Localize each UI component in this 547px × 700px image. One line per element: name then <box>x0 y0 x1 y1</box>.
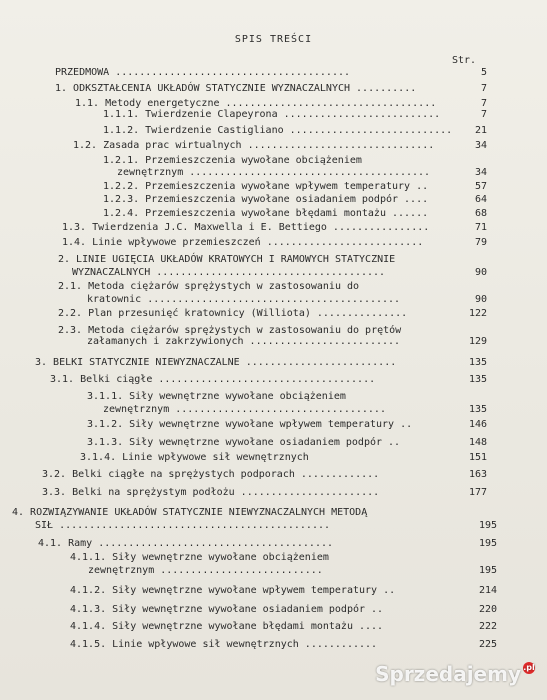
page-title: SPIS TREŚCI <box>234 34 313 45</box>
toc-page-number: 57 <box>474 181 487 192</box>
toc-entry: 1.1.1. Twierdzenie Clapeyrona .......................... <box>103 109 441 120</box>
toc-entry: 3.1.4. Linie wpływowe sił wewnętrznych <box>80 452 309 463</box>
toc-entry: 3.1. Belki ciągłe .................................... <box>50 374 376 385</box>
toc-entry: 1.3. Twierdzenia J.C. Maxwella i E. Bettiego ................ <box>62 222 430 233</box>
toc-page-number: 90 <box>474 294 487 305</box>
toc-entry: 1.1. Metody energetyczne ................................... <box>75 98 437 109</box>
toc-page-number: 7 <box>480 109 487 120</box>
toc-entry: 1.2.3. Przemieszczenia wywołane osiadaniem podpór .... <box>103 194 429 205</box>
toc-entry: 1.4. Linie wpływowe przemieszczeń .......................... <box>62 237 424 248</box>
toc-entry: zewnętrznym ................................... <box>103 404 386 415</box>
toc-entry: 2.2. Plan przesunięć kratownicy (Williota) ............... <box>58 308 408 319</box>
toc-page-number: 135 <box>468 374 487 385</box>
watermark-suffix: .pl <box>523 663 535 672</box>
toc-entry: 3.2. Belki ciągłe na sprężystych podporach ............. <box>42 469 380 480</box>
toc-entry: zewnętrznym ........................................ <box>117 167 431 178</box>
toc-page-number: 214 <box>478 585 497 596</box>
toc-page-number: 7 <box>480 83 487 94</box>
toc-entry: 3.3. Belki na sprężystym podłożu ....................... <box>42 487 380 498</box>
toc-entry: 4.1. Ramy ....................................... <box>38 538 334 549</box>
watermark-text: Sprzedajemy <box>375 662 521 686</box>
toc-entry: kratownic .......................................... <box>87 294 401 305</box>
toc-page-number: 129 <box>468 336 487 347</box>
toc-entry: 1.2.2. Przemieszczenia wywołane wpływem temperatury .. <box>103 181 429 192</box>
toc-entry: 3. BELKI STATYCZNIE NIEWYZNACZALNE ......................... <box>35 357 397 368</box>
toc-page-number: 151 <box>468 452 487 463</box>
toc-entry: załamanych i zakrzywionych ......................... <box>87 336 401 347</box>
toc-entry: 3.1.3. Siły wewnętrzne wywołane osiadaniem podpór .. <box>87 437 401 448</box>
toc-page-number: 5 <box>480 67 487 78</box>
toc-entry: WYZNACZALNYCH ...................................... <box>72 267 386 278</box>
toc-entry: 1. ODKSZTAŁCENIA UKŁADÓW STATYCZNIE WYZNACZALNYCH .......... <box>55 83 417 94</box>
watermark-logo <box>375 662 535 686</box>
toc-page-number: 148 <box>468 437 487 448</box>
toc-page-number: 34 <box>474 140 487 151</box>
toc-page-number: 64 <box>474 194 487 205</box>
toc-entry: 4.1.1. Siły wewnętrzne wywołane obciążeniem <box>70 552 329 563</box>
toc-page-number: 177 <box>468 487 487 498</box>
toc-entry: 4.1.4. Siły wewnętrzne wywołane błędami montażu .... <box>70 621 384 632</box>
toc-entry: 1.2.4. Przemieszczenia wywołane błędami montażu ...... <box>103 208 429 219</box>
toc-page-number: 71 <box>474 222 487 233</box>
toc-entry: 2. LINIE UGIĘCIA UKŁADÓW KRATOWYCH I RAMOWYCH STATYCZNIE <box>58 254 396 265</box>
toc-entry: 2.3. Metoda ciężarów sprężystych w zastosowaniu do prętów <box>58 325 402 336</box>
toc-entry: 1.2.1. Przemieszczenia wywołane obciążeniem <box>103 155 362 166</box>
toc-entry: 4.1.2. Siły wewnętrzne wywołane wpływem temperatury .. <box>70 585 396 596</box>
toc-page-number: 195 <box>478 520 497 531</box>
toc-entry: PRZEDMOWA ....................................... <box>55 67 351 78</box>
toc-page-number: 222 <box>478 621 497 632</box>
toc-entry: 4.1.5. Linie wpływowe sił wewnętrznych ............ <box>70 639 378 650</box>
toc-page-number: 21 <box>474 125 487 136</box>
toc-entry: 2.1. Metoda ciężarów sprężystych w zastosowaniu do <box>58 281 360 292</box>
toc-entry: zewnętrznym ........................... <box>88 565 323 576</box>
toc-page-number: 220 <box>478 604 497 615</box>
toc-page-number: 195 <box>478 538 497 549</box>
toc-page-number: 135 <box>468 357 487 368</box>
toc-page-number: 195 <box>478 565 497 576</box>
toc-page-number: 7 <box>480 98 487 109</box>
toc-entry: 3.1.1. Siły wewnętrzne wywołane obciążeniem <box>87 391 346 402</box>
toc-entry: SIŁ ............................................. <box>35 520 331 531</box>
toc-entry: 4. ROZWIĄZYWANIE UKŁADÓW STATYCZNIE NIEWYZNACZALNYCH METODĄ <box>12 507 368 518</box>
toc-page-number: 79 <box>474 237 487 248</box>
toc-page-number: 68 <box>474 208 487 219</box>
toc-page-number: 163 <box>468 469 487 480</box>
toc-page-number: 146 <box>468 419 487 430</box>
toc-entry: 4.1.3. Siły wewnętrzne wywołane osiadaniem podpór .. <box>70 604 384 615</box>
toc-entry: 1.2. Zasada prac wirtualnych ............................... <box>73 140 435 151</box>
toc-entry: 1.1.2. Twierdzenie Castigliano ........................... <box>103 125 453 136</box>
toc-page-number: 34 <box>474 167 487 178</box>
toc-entry: 3.1.2. Siły wewnętrzne wywołane wpływem temperatury .. <box>87 419 413 430</box>
toc-page-number: 225 <box>478 639 497 650</box>
page-column-header: Str. <box>452 55 477 66</box>
toc-page-number: 135 <box>468 404 487 415</box>
toc-page-number: 90 <box>474 267 487 278</box>
toc-page-number: 122 <box>468 308 487 319</box>
